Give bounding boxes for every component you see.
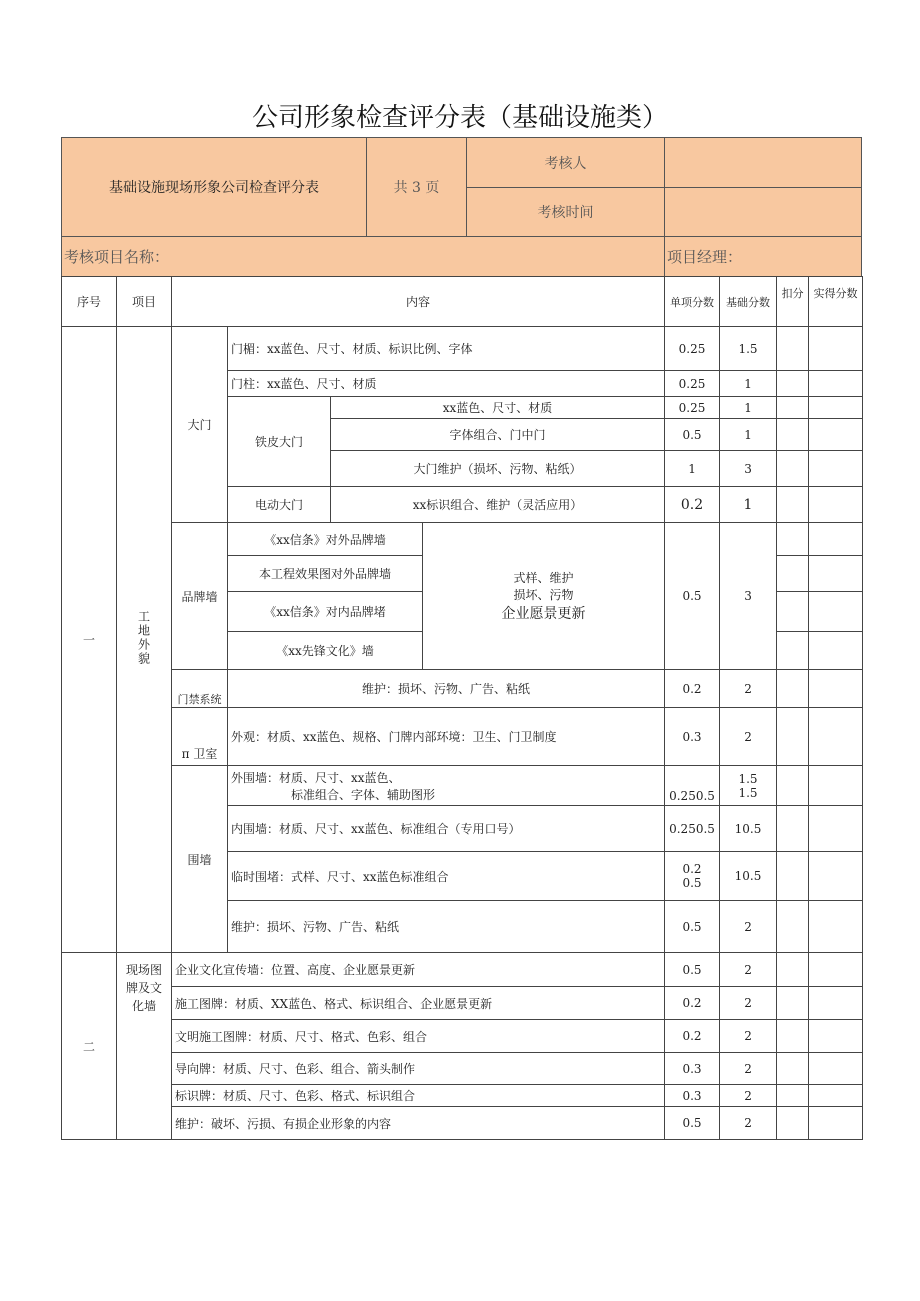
brand-content-line: 企业愿景更新 — [501, 606, 586, 622]
score-table — [61, 276, 863, 1140]
iron-row-unit: 0.5 — [665, 419, 720, 451]
table-row — [62, 1107, 863, 1140]
deduct-cell[interactable] — [777, 419, 809, 451]
iron-row-unit: 1 — [665, 451, 720, 487]
iron-row-base: 1 — [720, 397, 777, 419]
access-base: 2 — [720, 670, 777, 708]
outer-wall-base — [720, 766, 777, 806]
table-row — [62, 670, 863, 708]
inner-wall-base: 10.5 — [720, 806, 777, 852]
table-row — [62, 523, 863, 556]
iron-row-content: 大门维护（损坏、污物、粘纸） — [331, 451, 665, 487]
brand-wall-label: 品牌墙 — [172, 523, 228, 670]
section1-name-text: 工地外貌 — [136, 610, 151, 666]
iron-row-base: 3 — [720, 451, 777, 487]
s2-content: 施工图牌：材质、XX蓝色、格式、标识组合、企业愿景更新 — [172, 987, 665, 1020]
gate-row-base: 1 — [720, 371, 777, 397]
guard-content: 外观：材质、xx蓝色、规格、门牌内部环境：卫生、门卫制度 — [228, 708, 665, 766]
actual-cell[interactable] — [809, 1053, 863, 1085]
outer-wall-base-2: 1.5 — [738, 785, 758, 800]
s2-unit: 0.3 — [665, 1053, 720, 1085]
deduct-cell[interactable] — [777, 487, 809, 523]
outer-wall-unit: 0.250.5 — [665, 766, 720, 806]
deduct-cell[interactable] — [777, 523, 809, 556]
pages-cell: 共 3 页 — [366, 137, 467, 237]
table-row — [62, 766, 863, 806]
brand-content — [423, 523, 665, 670]
actual-cell[interactable] — [809, 632, 863, 670]
inspector-value[interactable] — [664, 137, 862, 188]
s2-base: 2 — [720, 1053, 777, 1085]
s2-content: 标识牌：材质、尺寸、色彩、格式、标识组合 — [172, 1085, 665, 1107]
actual-cell[interactable] — [809, 451, 863, 487]
deduct-cell[interactable] — [777, 806, 809, 852]
s2-unit: 0.2 — [665, 987, 720, 1020]
col-item: 项目 — [117, 277, 172, 327]
section2-name-text: 现场图牌及文化墙 — [125, 963, 162, 1013]
col-base-score: 基础分数 — [720, 277, 777, 327]
actual-cell[interactable] — [809, 592, 863, 632]
deduct-cell[interactable] — [777, 1020, 809, 1053]
guard-unit: 0.3 — [665, 708, 720, 766]
guard-label: π 卫室 — [172, 708, 228, 766]
deduct-cell[interactable] — [777, 953, 809, 987]
actual-cell[interactable] — [809, 1107, 863, 1140]
actual-cell[interactable] — [809, 708, 863, 766]
inner-wall-unit: 0.250.5 — [665, 806, 720, 852]
deduct-cell[interactable] — [777, 592, 809, 632]
deduct-cell[interactable] — [777, 1107, 809, 1140]
brand-item: 《xx信条》对内品牌堵 — [228, 592, 423, 632]
deduct-cell[interactable] — [777, 556, 809, 592]
actual-cell[interactable] — [809, 523, 863, 556]
table-row — [62, 1053, 863, 1085]
deduct-cell[interactable] — [777, 901, 809, 953]
iron-row-content: xx蓝色、尺寸、材质 — [331, 397, 665, 419]
iron-gate-label: 铁皮大门 — [228, 397, 331, 487]
s2-unit: 0.5 — [665, 1107, 720, 1140]
s2-base: 2 — [720, 953, 777, 987]
deduct-cell[interactable] — [777, 670, 809, 708]
actual-cell[interactable] — [809, 953, 863, 987]
s2-unit: 0.5 — [665, 953, 720, 987]
actual-cell[interactable] — [809, 397, 863, 419]
wall-label: 围墙 — [172, 766, 228, 953]
deduct-cell[interactable] — [777, 451, 809, 487]
table-row — [62, 1085, 863, 1107]
gate-row-unit: 0.25 — [665, 327, 720, 371]
section1-seq: 一 — [62, 327, 117, 953]
actual-cell[interactable] — [809, 806, 863, 852]
actual-cell[interactable] — [809, 1085, 863, 1107]
page-title: 公司形象检查评分表（基础设施类） — [251, 103, 668, 133]
s2-content: 导向牌：材质、尺寸、色彩、组合、箭头制作 — [172, 1053, 665, 1085]
form-name-cell: 基础设施现场形象公司检查评分表 — [61, 137, 367, 237]
temp-wall-base: 10.5 — [720, 852, 777, 901]
table-row — [62, 953, 863, 987]
wall-maint-unit: 0.5 — [665, 901, 720, 953]
actual-cell[interactable] — [809, 556, 863, 592]
deduct-cell[interactable] — [777, 708, 809, 766]
gate-row-content: 门楣：xx蓝色、尺寸、材质、标识比例、字体 — [228, 327, 665, 371]
actual-cell[interactable] — [809, 852, 863, 901]
actual-cell[interactable] — [809, 901, 863, 953]
brand-base: 3 — [720, 523, 777, 670]
wall-maint-base: 2 — [720, 901, 777, 953]
temp-wall-unit-2: 0.5 — [682, 876, 702, 890]
deduct-cell[interactable] — [777, 852, 809, 901]
electric-row-base: 1 — [720, 487, 777, 523]
actual-cell[interactable] — [809, 670, 863, 708]
time-label: 考核时间 — [466, 187, 665, 237]
deduct-cell[interactable] — [777, 1053, 809, 1085]
electric-gate-label: 电动大门 — [228, 487, 331, 523]
brand-content-line: 损坏、污物 — [513, 588, 574, 602]
s2-content: 文明施工图牌：材质、尺寸、格式、色彩、组合 — [172, 1020, 665, 1053]
temp-wall-content: 临时围堵：式样、尺寸、xx蓝色标准组合 — [228, 852, 665, 901]
section1-name — [117, 327, 172, 953]
brand-unit: 0.5 — [665, 523, 720, 670]
deduct-cell[interactable] — [777, 987, 809, 1020]
s2-content: 维护：破坏、污损、有损企业形象的内容 — [172, 1107, 665, 1140]
section2-seq: 二 — [62, 953, 117, 1140]
actual-cell[interactable] — [809, 419, 863, 451]
col-deduct: 扣分 — [777, 277, 809, 327]
s2-base: 2 — [720, 1107, 777, 1140]
access-unit: 0.2 — [665, 670, 720, 708]
gate-row-unit: 0.25 — [665, 371, 720, 397]
actual-cell[interactable] — [809, 987, 863, 1020]
outer-wall-content — [228, 766, 665, 806]
gate-row-base: 1.5 — [720, 327, 777, 371]
table-row — [62, 327, 863, 371]
access-content: 维护：损坏、污物、广告、粘纸 — [228, 670, 665, 708]
s2-unit: 0.3 — [665, 1085, 720, 1107]
outer-wall-base-1: 1.5 — [738, 771, 758, 786]
actual-cell[interactable] — [809, 1020, 863, 1053]
table-row — [62, 1020, 863, 1053]
temp-wall-unit-1: 0.2 — [682, 862, 702, 876]
col-content: 内容 — [172, 277, 665, 327]
deduct-cell[interactable] — [777, 327, 809, 371]
brand-item: 《xx先锋文化》墙 — [228, 632, 423, 670]
s2-base: 2 — [720, 1085, 777, 1107]
time-value[interactable] — [664, 187, 862, 237]
table-row — [62, 987, 863, 1020]
brand-content-line: 式样、维护 — [513, 571, 574, 585]
col-seq: 序号 — [62, 277, 117, 327]
inner-wall-content: 内围墙：材质、尺寸、xx蓝色、标准组合（专用口号） — [228, 806, 665, 852]
gate-label: 大门 — [172, 327, 228, 523]
table-row — [62, 708, 863, 766]
outer-wall-line: 外围墙：材质、尺寸、xx蓝色、 — [231, 770, 401, 785]
electric-row-content: xx标识组合、维护（灵活应用） — [331, 487, 665, 523]
wall-maint-content: 维护：损坏、污物、广告、粘纸 — [228, 901, 665, 953]
actual-cell[interactable] — [809, 766, 863, 806]
deduct-cell[interactable] — [777, 766, 809, 806]
iron-row-content: 字体组合、门中门 — [331, 419, 665, 451]
actual-cell[interactable] — [809, 487, 863, 523]
brand-item: 《xx信条》对外品牌墙 — [228, 523, 423, 556]
access-label: 门禁系统 — [172, 670, 228, 708]
manager-cell[interactable]: 项目经理： — [664, 236, 862, 277]
deduct-cell[interactable] — [777, 371, 809, 397]
s2-base: 2 — [720, 1020, 777, 1053]
s2-unit: 0.2 — [665, 1020, 720, 1053]
deduct-cell[interactable] — [777, 632, 809, 670]
project-name-cell[interactable]: 考核项目名称： — [61, 236, 665, 277]
guard-base: 2 — [720, 708, 777, 766]
s2-base: 2 — [720, 987, 777, 1020]
deduct-cell[interactable] — [777, 1085, 809, 1107]
deduct-cell[interactable] — [777, 397, 809, 419]
temp-wall-unit — [665, 852, 720, 901]
brand-item: 本工程效果图对外品牌墙 — [228, 556, 423, 592]
electric-row-unit: 0.2 — [665, 487, 720, 523]
iron-row-base: 1 — [720, 419, 777, 451]
actual-cell[interactable] — [809, 327, 863, 371]
header-block — [61, 137, 862, 277]
col-actual: 实得分数 — [809, 277, 863, 327]
col-unit-score: 单项分数 — [665, 277, 720, 327]
gate-row-content: 门柱：xx蓝色、尺寸、材质 — [228, 371, 665, 397]
section2-name — [117, 953, 172, 1140]
s2-content: 企业文化宣传墙：位置、高度、企业愿景更新 — [172, 953, 665, 987]
iron-row-unit: 0.25 — [665, 397, 720, 419]
actual-cell[interactable] — [809, 371, 863, 397]
outer-wall-line: 标准组合、字体、辅助图形 — [291, 787, 436, 802]
inspector-label: 考核人 — [466, 137, 665, 188]
